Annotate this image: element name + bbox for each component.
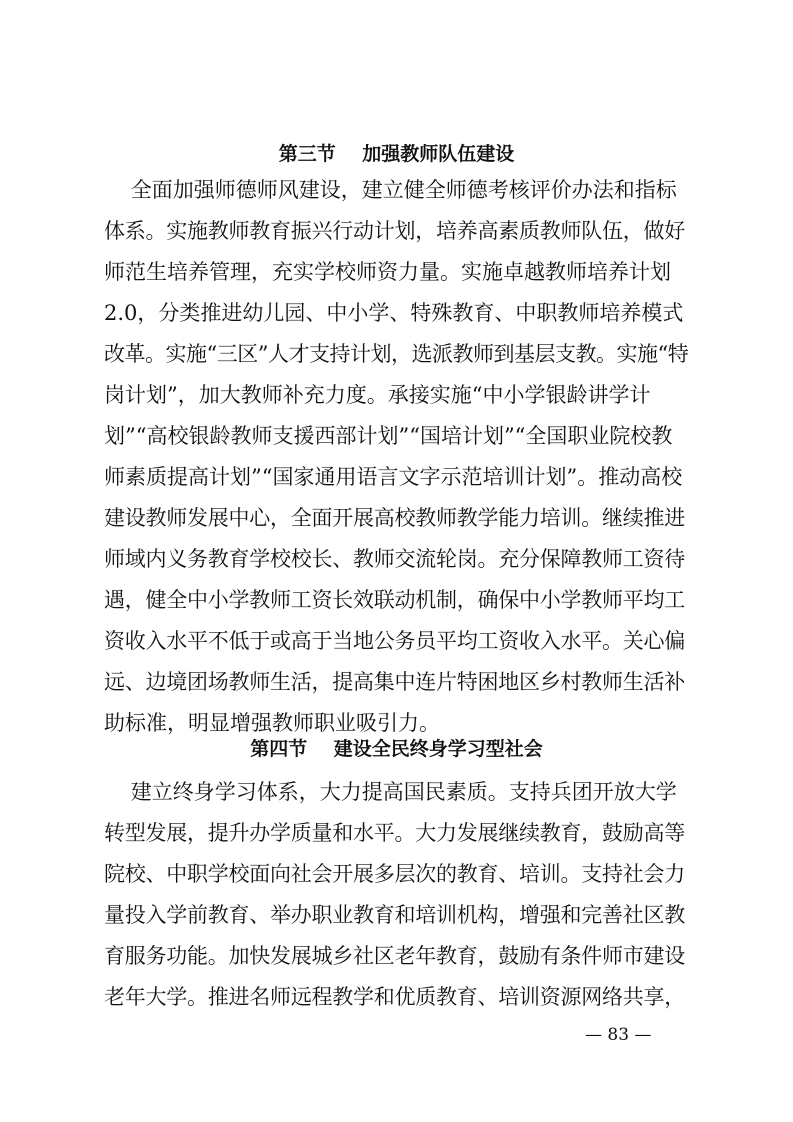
section-3-heading: 第三节 加强教师队伍建设 xyxy=(278,143,515,165)
paragraph-line: 2.0，分类推进幼儿园、中小学、特殊教育、中职教师培养模式 xyxy=(104,301,684,325)
paragraph-line: 改革。实施“三区”人才支持计划，选派教师到基层支教。实施“特 xyxy=(104,342,689,366)
paragraph-line: 师素质提高计划”“国家通用语言文字示范培训计划”。推动高校 xyxy=(104,465,683,489)
paragraph-line: 老年大学。推进名师远程教学和优质教育、培训资源网络共享， xyxy=(104,985,685,1009)
paragraph-line: 转型发展，提升办学质量和水平。大力发展继续教育，鼓励高等 xyxy=(104,821,685,845)
paragraph-line: 体系。实施教师教育振兴行动计划，培养高素质教师队伍，做好 xyxy=(104,219,685,243)
paragraph-line: 师域内义务教育学校校长、教师交流轮岗。充分保障教师工资待 xyxy=(104,547,685,571)
paragraph-line: 远、边境团场教师生活，提高集中连片特困地区乡村教师生活补 xyxy=(104,670,685,694)
paragraph-line: 建设教师发展中心，全面开展高校教师教学能力培训。继续推进 xyxy=(104,506,685,530)
paragraph-line: 全面加强师德师风建设，建立健全师德考核评价办法和指标 xyxy=(104,178,677,202)
paragraph-line: 建立终身学习体系，大力提高国民素质。支持兵团开放大学 xyxy=(104,780,677,804)
paragraph-line: 量投入学前教育、举办职业教育和培训机构，增强和完善社区教 xyxy=(104,903,685,927)
paragraph-line: 助标准，明显增强教师职业吸引力。 xyxy=(104,711,440,735)
paragraph-line: 院校、中职学校面向社会开展多层次的教育、培训。支持社会力 xyxy=(104,862,685,886)
paragraph-line: 师范生培养管理，充实学校师资力量。实施卓越教师培养计划 xyxy=(104,260,671,284)
paragraph-line: 育服务功能。加快发展城乡社区老年教育，鼓励有条件师市建设 xyxy=(104,944,685,968)
section-4-heading: 第四节 建设全民终身学习型社会 xyxy=(250,738,543,760)
paragraph-line: 岗计划”，加大教师补充力度。承接实施“中小学银龄讲学计 xyxy=(104,383,651,407)
section-3-paragraph xyxy=(104,170,690,744)
paragraph-line: 划”“高校银龄教师支援西部计划”“国培计划”“全国职业院校教 xyxy=(104,424,673,448)
paragraph-line: 资收入水平不低于或高于当地公务员平均工资收入水平。关心偏 xyxy=(104,629,685,653)
page-number: — 83 — xyxy=(585,1025,652,1045)
section-4-paragraph xyxy=(104,772,690,1018)
paragraph-line: 遇，健全中小学教师工资长效联动机制，确保中小学教师平均工 xyxy=(104,588,685,612)
